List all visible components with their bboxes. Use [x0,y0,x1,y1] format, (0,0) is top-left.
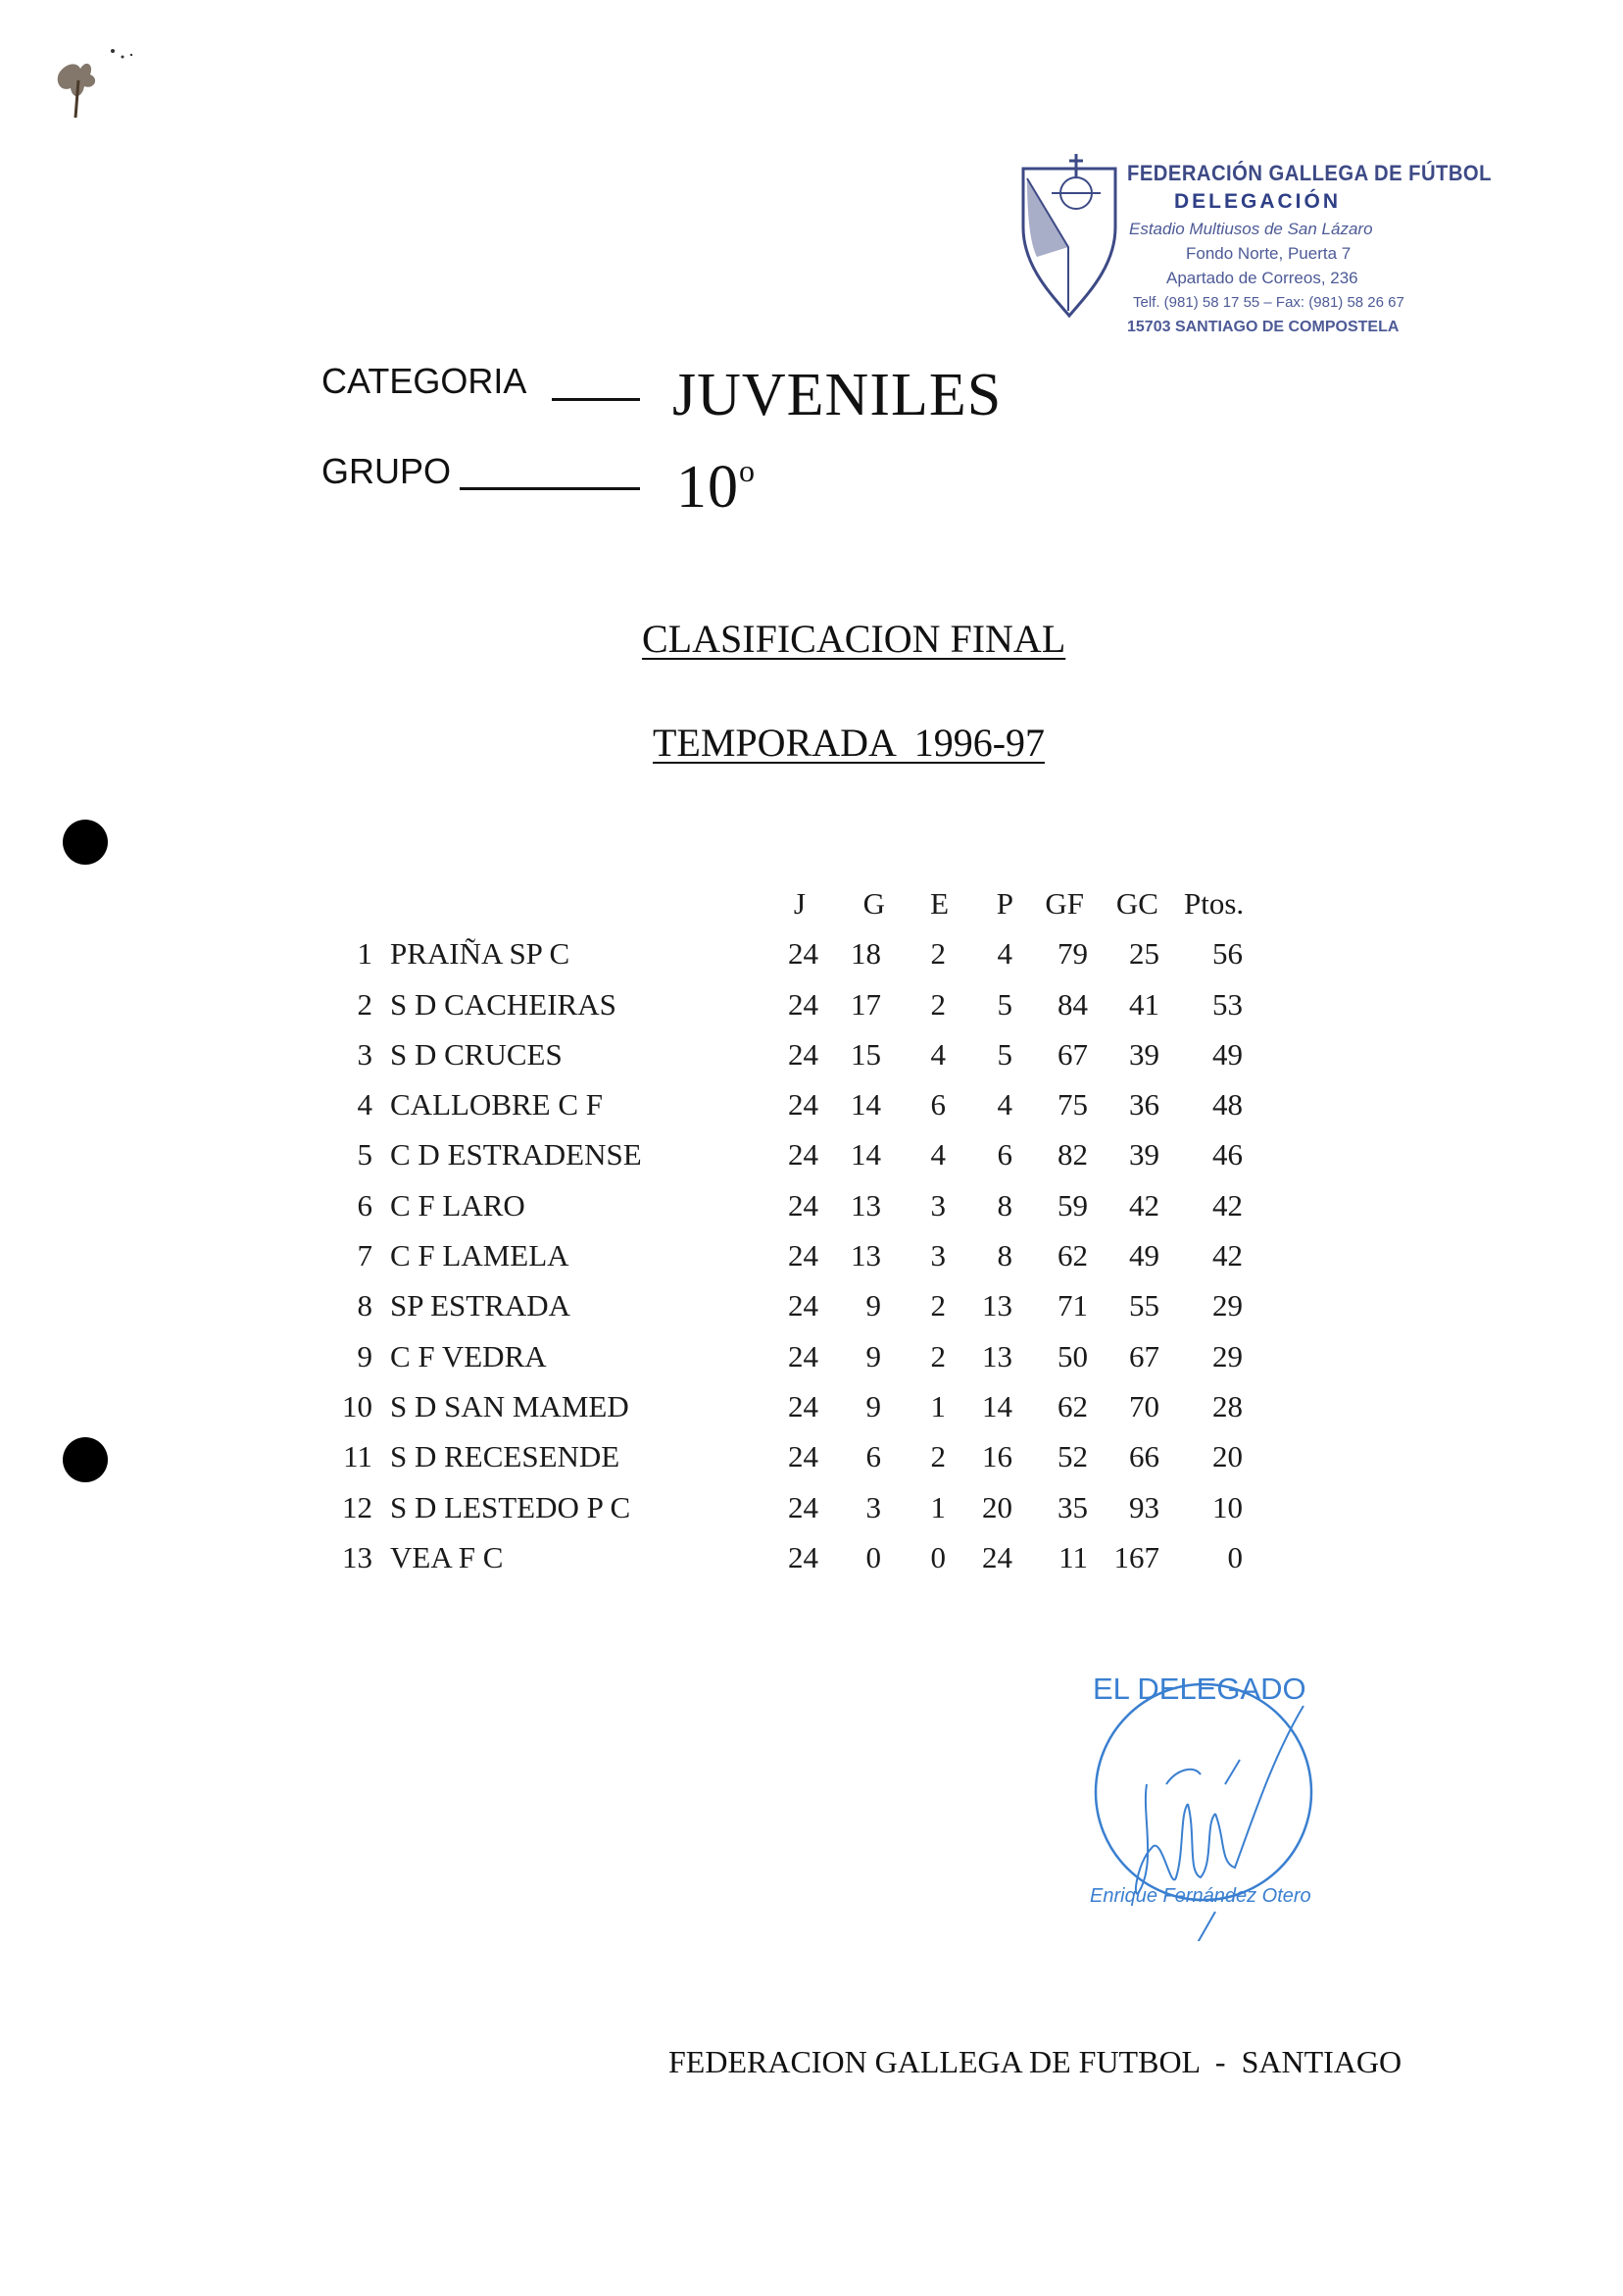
cell-p: 8 [997,1238,1012,1273]
cell-j: 24 [788,1539,818,1574]
page-footer: FEDERACION GALLEGA DE FUTBOL - SANTIAGO [668,2044,1402,2079]
cell-pos: 5 [357,1137,372,1173]
cell-pos: 7 [357,1238,372,1273]
team-name: C F LAMELA [390,1238,569,1273]
cell-g: 9 [865,1388,881,1423]
cell-p: 4 [997,936,1012,972]
team-name: VEA F C [390,1539,504,1574]
cell-pos: 13 [342,1539,372,1574]
cell-e: 6 [930,1087,946,1123]
stamp-org: FEDERACIÓN GALLEGA DE FÚTBOL [1127,161,1492,185]
signature-name: Enrique Fernández Otero [1090,1885,1311,1907]
cell-j: 24 [788,1238,818,1273]
grupo-rule [460,487,640,490]
cell-g: 13 [851,1238,881,1273]
grupo-ordinal: o [739,453,756,488]
column-header: Ptos. [1184,886,1245,921]
federation-stamp [1017,149,1492,350]
column-header: GF [1045,886,1084,921]
cell-pts: 29 [1212,1288,1243,1323]
cell-gc: 49 [1129,1238,1159,1273]
cell-gc: 66 [1129,1439,1159,1474]
ink-blot [29,20,137,118]
cell-p: 4 [997,1087,1012,1123]
column-header: GC [1115,886,1158,921]
cell-e: 2 [930,1338,946,1373]
cell-p: 14 [982,1388,1012,1423]
cell-j: 24 [788,1288,818,1323]
cell-e: 2 [930,1288,946,1323]
cell-pts: 42 [1212,1238,1243,1273]
cell-g: 15 [851,1036,881,1072]
team-name: CALLOBRE C F [390,1087,604,1123]
column-header: G [862,886,885,921]
cell-p: 5 [997,986,1012,1022]
cell-g: 3 [865,1489,881,1524]
stamp-line: Fondo Norte, Puerta 7 [1186,244,1352,263]
cell-j: 24 [788,1187,818,1223]
stamp-line: Apartado de Correos, 236 [1166,269,1358,287]
cell-pts: 29 [1212,1338,1243,1373]
column-header: J [793,886,806,921]
cell-pos: 10 [342,1388,372,1423]
cell-e: 3 [930,1238,946,1273]
cell-j: 24 [788,986,818,1022]
cell-g: 9 [865,1338,881,1373]
punch-hole [63,1437,108,1482]
cell-g: 14 [851,1137,881,1173]
cell-e: 1 [930,1388,946,1423]
cell-gc: 42 [1129,1187,1159,1223]
column-header: E [930,886,949,921]
cell-p: 6 [997,1137,1012,1173]
cell-j: 24 [788,936,818,972]
cell-j: 24 [788,1036,818,1072]
cell-gc: 70 [1129,1388,1159,1423]
cell-pts: 28 [1212,1388,1243,1423]
cell-e: 3 [930,1187,946,1223]
categoria-label: CATEGORIA [321,361,527,401]
grupo-number: 10 [676,454,739,521]
cell-gf: 11 [1058,1539,1088,1574]
cell-e: 2 [930,936,946,972]
cell-gf: 59 [1057,1187,1088,1223]
cell-pts: 56 [1212,936,1243,972]
cell-gf: 67 [1057,1036,1088,1072]
cell-pos: 8 [357,1288,372,1323]
cell-pos: 2 [357,986,372,1022]
cell-e: 4 [930,1137,946,1173]
cell-p: 20 [982,1489,1012,1524]
cell-pts: 20 [1212,1439,1243,1474]
cell-gc: 25 [1129,936,1159,972]
cell-g: 14 [851,1087,881,1123]
cell-j: 24 [788,1087,818,1123]
cell-gc: 167 [1113,1539,1159,1574]
stamp-dept: DELEGACIÓN [1174,190,1342,213]
cell-gf: 50 [1057,1338,1088,1373]
punch-hole [63,820,108,865]
cell-e: 1 [930,1489,946,1524]
page-subtitle: TEMPORADA 1996-97 [653,721,1046,765]
cell-pts: 0 [1227,1539,1243,1574]
cell-j: 24 [788,1439,818,1474]
cell-g: 0 [865,1539,881,1574]
cell-g: 9 [865,1288,881,1323]
team-name: S D SAN MAMED [390,1388,629,1423]
cell-p: 16 [982,1439,1012,1474]
signature-title: EL DELEGADO [1093,1672,1306,1706]
cell-e: 0 [930,1539,946,1574]
stamp-line: 15703 SANTIAGO DE COMPOSTELA [1127,319,1400,335]
cell-pos: 9 [357,1338,372,1373]
cell-pts: 48 [1212,1087,1243,1123]
federation-shield-icon [1017,149,1120,321]
cell-gf: 75 [1057,1087,1088,1123]
cell-pts: 49 [1212,1036,1243,1072]
cell-pts: 46 [1212,1137,1243,1173]
cell-gf: 84 [1057,986,1088,1022]
team-name: S D CACHEIRAS [390,986,616,1022]
cell-gf: 71 [1057,1288,1088,1323]
cell-e: 2 [930,986,946,1022]
grupo-value [676,453,756,523]
cell-pos: 3 [357,1036,372,1072]
cell-pos: 1 [357,936,372,972]
cell-gc: 55 [1129,1288,1159,1323]
team-name: SP ESTRADA [390,1288,571,1323]
team-name: C D ESTRADENSE [390,1137,642,1173]
cell-gc: 39 [1129,1036,1159,1072]
cell-j: 24 [788,1137,818,1173]
cell-pos: 11 [343,1439,372,1474]
cell-p: 8 [997,1187,1012,1223]
cell-g: 18 [851,936,881,972]
cell-p: 13 [982,1338,1012,1373]
cell-pos: 6 [357,1187,372,1223]
cell-p: 24 [982,1539,1012,1574]
cell-g: 13 [851,1187,881,1223]
cell-j: 24 [788,1489,818,1524]
cell-p: 13 [982,1288,1012,1323]
cell-pts: 42 [1212,1187,1243,1223]
cell-j: 24 [788,1388,818,1423]
cell-gf: 62 [1057,1388,1088,1423]
stamp-line: Estadio Multiusos de San Lázaro [1129,220,1373,238]
cell-gf: 82 [1057,1137,1088,1173]
categoria-value: JUVENILES [672,362,1003,428]
column-header: P [996,886,1013,921]
cell-e: 2 [930,1439,946,1474]
cell-pts: 53 [1212,986,1243,1022]
cell-gf: 62 [1057,1238,1088,1273]
team-name: S D RECESENDE [390,1439,620,1474]
cell-gc: 36 [1129,1087,1159,1123]
cell-gc: 93 [1129,1489,1159,1524]
cell-pts: 10 [1212,1489,1243,1524]
cell-j: 24 [788,1338,818,1373]
cell-e: 4 [930,1036,946,1072]
page-title: CLASIFICACION FINAL [642,617,1066,661]
team-name: S D CRUCES [390,1036,563,1072]
cell-p: 5 [997,1036,1012,1072]
team-name: C F VEDRA [390,1338,547,1373]
cell-pos: 4 [357,1087,372,1123]
team-name: PRAIÑA SP C [390,936,570,972]
cell-gf: 52 [1057,1439,1088,1474]
grupo-label: GRUPO [321,451,452,491]
cell-g: 17 [851,986,881,1022]
team-name: S D LESTEDO P C [390,1489,631,1524]
cell-g: 6 [865,1439,881,1474]
cell-pos: 12 [342,1489,372,1524]
cell-gc: 67 [1129,1338,1159,1373]
cell-gc: 41 [1129,986,1159,1022]
team-name: C F LARO [390,1187,525,1223]
cell-gf: 79 [1057,936,1088,972]
cell-gc: 39 [1129,1137,1159,1173]
cell-gf: 35 [1057,1489,1088,1524]
stamp-line: Telf. (981) 58 17 55 – Fax: (981) 58 26 67 [1133,294,1404,311]
categoria-rule [552,398,640,401]
